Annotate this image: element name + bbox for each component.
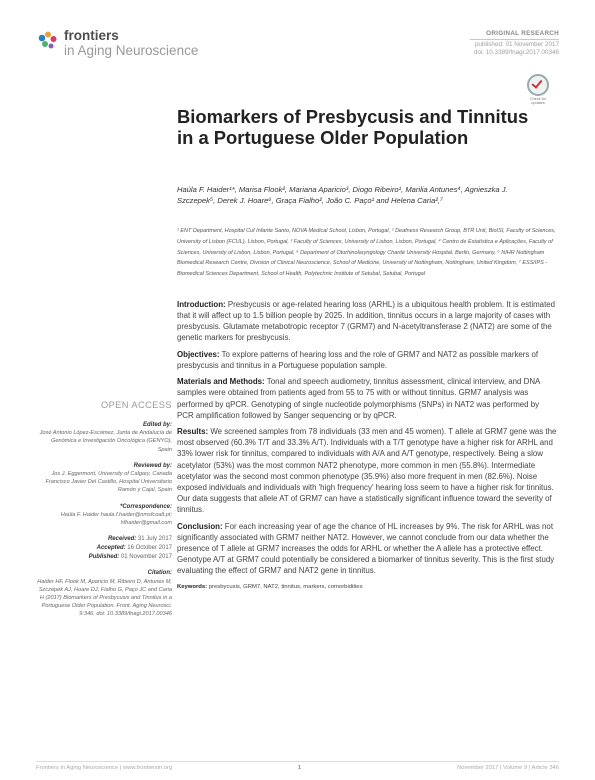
conclusion-heading: Conclusion: (177, 521, 223, 531)
article-title: Biomarkers of Presbycusis and Tinnitus in a Portuguese Older Population (177, 106, 529, 148)
journal-name-line2: in Aging Neuroscience (64, 43, 199, 58)
citation-block (36, 569, 172, 618)
conclusion-text: For each increasing year of age the chance of HL increases by 9%. The risk for ARHL was not significantly associated with GRM7 neither NAT2. However, we cannot conclude from our data whether the presence of T allele at GRM7 increases the odds for ARHL or whether the A allele has a protective effect. Genotype A/T at GRM7 could potentially be considered a biomarker of tinnitus severity. This is the first study evaluating the effect of GRM7 and NAT2 gene in tinnitus. (177, 521, 555, 576)
check-updates-label: Check for updates (529, 97, 547, 105)
abstract-objectives (177, 349, 557, 371)
keywords-text: presbycusis, GRM7, NAT2, tinnitus, markers, comorbidities (208, 584, 363, 591)
journal-logo[interactable] (64, 28, 198, 58)
objectives-text: To explore patterns of hearing loss and the role of GRM7 and NAT2 as possible markers of presbycusis and tinnitus in a Portuguese population sample. (177, 349, 539, 370)
accepted-date: 16 October 2017 (127, 544, 172, 551)
abstract-methods (177, 376, 557, 421)
frontiers-logo-icon (36, 30, 60, 52)
results-text: We screened samples from 78 individuals (33 men and 45 women). T allele at GRM7 gene was the most observed (60.3% T/T and 33.3% A/T). Individuals with a T/T genotype have a higher risk for ARHL and 33% lower risk for tinnitus, compared to individuals with A/A and A/T genotype, respectively. Being a slow acetylator (53%) was the most common NAT2 phenotype, more common in men (55.8%). Intermediate acetylator was the second most common phenotype (35.9%) also more frequent in men (82.6%). Noise exposed individuals and individuals with 'high frequency' hearing loss seem to have a higher risk for tinnitus. Our data suggests that allele AT of GRM7 can have a statistically significant influence toward the severity of tinnitus. (177, 427, 557, 515)
dates-block (36, 535, 172, 561)
reviewed-by-block (36, 462, 172, 495)
introduction-text: Presbycusis or age-related hearing loss (ARHL) is a ubiquitous health problem. It is estimated that it will affect up to 1.5 billion people by 2025. In addition, tinnitus occurs in a large majority of cases with presbycusis. Glutamate metabotropic receptor 7 (GRM7) and N-acetyltransferase 2 (NAT2) are some of the genetic markers for presbycusis. (177, 300, 556, 343)
editor-name: José Antonio López-Escámez, Junta de Andalucía de Genómica e Investigación Oncológica (GENYO), Spain (39, 430, 172, 453)
article-meta (474, 30, 559, 58)
objectives-heading: Objectives: (177, 349, 220, 359)
abstract-results (177, 426, 557, 515)
reviewed-by-heading: Reviewed by: (133, 462, 172, 469)
results-heading: Results: (177, 427, 209, 437)
article-sidebar (36, 400, 172, 627)
footer-divider (36, 761, 559, 762)
citation-heading: Citation: (147, 570, 172, 577)
keywords-heading: Keywords: (177, 584, 208, 591)
check-updates-icon (527, 74, 549, 96)
citation-text: Haider HF, Flook M, Aparicio M, Ribeiro D, Antunes M, Szczepek AJ, Hoare DJ, Fialho G, Paço JC and Caria H (2017) Biomarkers of Presbycusis and Tinnitus in a Portuguese Older Population. Front. Aging Neurosci. 9:346. doi: 10.3389/fnagi.2017.00346 (37, 578, 172, 618)
introduction-heading: Introduction: (177, 300, 226, 309)
check-for-updates-badge[interactable] (526, 74, 550, 105)
abstract-introduction (177, 299, 557, 344)
reviewer-2: Francisco Javier Del Castillo, Hospital Universitario Ramón y Cajal, Spain (45, 479, 172, 494)
received-date: 31 July 2017 (137, 536, 172, 543)
edited-by-heading: Edited by: (142, 422, 172, 428)
correspondence-heading: *Correspondence: (119, 503, 172, 510)
open-access-label: OPEN ACCESS (100, 400, 172, 410)
accepted-heading: Accepted: (96, 544, 126, 551)
affiliations: ¹ ENT Department, Hospital Cuf Infante Santo, NOVA Medical School, Lisbon, Portugal, ² Deafness Research Group, BTR Unit, BioISI, Faculty of Sciences, University of Lisbon (FCUL), Lisbon, Portugal, ³ Faculty of Sciences, University of Lisbon, Lisbon, Portugal, ⁴ Centro de Estatística e Aplicações, Faculty of Sciences, University of Lisbon, Lisbon, Portugal, ⁵ Department of Otorhinolaryngology Charité University Hospital, Berlin, Germany, ⁶ NIHR Nottingham Biomedical Research Centre, Division of Clinical Neuroscience, School of Medicine, University of Nottingham, Nottingham, United Kingdom, ⁷ ESS/IPS - Biomedical Sciences Department, School of Health, Polytechnic Institute of Setubal, Setubal, Portugal (177, 228, 556, 278)
correspondence-contact[interactable]: Haúla F. Haider haula.f.haider@nmsfcoalt.pt; hfhaider@gmail.com (60, 511, 172, 527)
published-heading: Published: (88, 553, 120, 560)
methods-heading: Materials and Methods: (177, 377, 265, 387)
article-type: ORIGINAL RESEARCH (486, 30, 559, 37)
doi-link[interactable]: doi: 10.3389/fnagi.2017.00346 (473, 49, 559, 57)
methods-text: Tonal and speech audiometry, tinnitus assessment, clinical interview, and DNA samples were obtained from patients aged from 55 to 75 with or without tinnitus. GRM7 analysis was performed by qPCR. Genotyping of single nucleotide polymorphisms (SNPs) in NAT2 was performed by PCR amplification followed by Sanger sequencing or by qPCR. (177, 377, 540, 420)
author-list: Haúla F. Haider¹*, Marisa Flook², Mariana Aparicio³, Diogo Ribeiro¹, Marilia Antunes⁴, Agnieszka J. Szczepek⁵, Derek J. Hoare⁶, Graça Fialho², João C. Paço¹ and Helena Caria²,⁷ (177, 185, 508, 206)
keywords (177, 582, 557, 593)
journal-name-line1: frontiers (64, 28, 119, 43)
received-heading: Received: (107, 536, 137, 543)
published-date: published: 01 November 2017 (474, 41, 559, 49)
abstract-conclusion (177, 521, 557, 577)
reviewer-1: Jos J. Eggermont, University of Calgary, Canada (51, 471, 172, 478)
abstract (177, 299, 557, 599)
published-date-sidebar: 01 November 2017 (120, 553, 172, 560)
footer-journal-link[interactable]: Frontiers in Aging Neuroscience | www.frontiersin.org (36, 765, 173, 771)
edited-by-block (36, 421, 172, 454)
page-number: 1 (298, 765, 302, 771)
footer-issue-info: November 2017 | Volume 9 | Article 346 (457, 765, 559, 771)
correspondence-block (36, 503, 172, 528)
